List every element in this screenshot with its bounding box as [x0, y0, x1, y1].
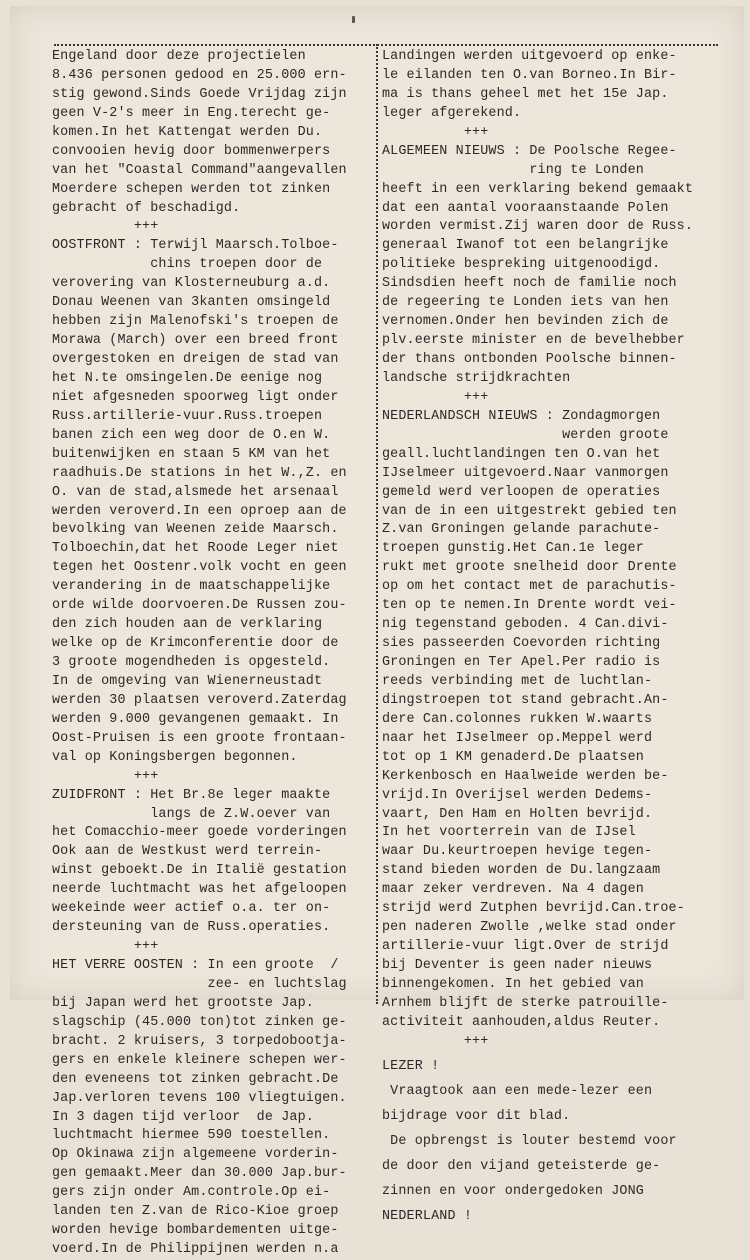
left-column-line: werden veroverd.In een oproep aan de [52, 503, 347, 519]
left-column-line: Op Okinawa zijn algemeene vorderin- [52, 1147, 339, 1163]
left-column-line: overgestoken en dreigen de stad van [52, 352, 339, 367]
right-column-line: Landingen werden uitgevoerd op enke- [382, 49, 677, 64]
right-column-line: In het voorterrein van de IJsel [382, 825, 636, 841]
right-column-line: dingstroepen tot stand gebracht.An- [382, 692, 669, 708]
left-column-line: In 3 dagen tijd verloor de Jap. [52, 1109, 314, 1125]
left-column-line: Tolboechin,dat het Roode Leger niet [52, 541, 339, 557]
right-column-line: NEDERLANDSCH NIEUWS : Zondagmorgen [382, 408, 661, 424]
right-column-line: dere Can.colonnes rukken W.waarts [382, 711, 653, 727]
left-column-line: bij Japan werd het grootste Jap. [52, 995, 314, 1011]
right-column-line: waar Du.keurtroepen hevige tegen- [382, 844, 653, 860]
right-column-line: zinnen en voor ondergedoken JONG [382, 1183, 644, 1199]
left-column-line: chins troepen door de [52, 257, 323, 273]
right-column-line: gemeld werd verloopen de operaties [382, 484, 661, 500]
column-divider [376, 44, 378, 1004]
right-column-line: leger afgerekend. [382, 105, 522, 121]
left-column-line: +++ [52, 219, 159, 235]
left-column-line: OOSTFRONT : Terwijl Maarsch.Tolboe- [52, 238, 339, 254]
left-column [52, 48, 374, 1260]
left-column-line: orde wilde doorvoeren.De Russen zou- [52, 598, 347, 614]
right-column-line: der thans ontbonden Poolsche binnen- [382, 352, 677, 367]
right-column-line: op om het contact met de parachutis- [382, 579, 677, 595]
left-column-line: bevolking van Weenen zeide Maarsch. [52, 522, 339, 538]
left-column-line: convooien hevig door bommenwerpers [52, 143, 331, 159]
left-column-line: werden 30 plaatsen veroverd.Zaterdag [52, 692, 347, 708]
right-column-line: De opbrengst is louter bestemd voor [382, 1133, 677, 1149]
right-column-line: Z.van Groningen gelande parachute- [382, 522, 661, 538]
right-column-line: werden groote [382, 427, 669, 443]
right-column-line: NEDERLAND ! [382, 1208, 473, 1224]
right-column-line: artillerie-vuur ligt.Over de strijd [382, 939, 669, 955]
right-column-line: politieke bespreking uitgenoodigd. [382, 257, 661, 273]
left-column-line: stig gewond.Sinds Goede Vrijdag zijn [52, 86, 347, 102]
left-column-line: gers en enkele kleinere schepen wer- [52, 1052, 347, 1068]
left-column-line: Engeland door deze projectielen [52, 49, 306, 64]
left-column-line: luchtmacht hiermee 590 toestellen. [52, 1128, 331, 1144]
right-column-line: ma is thans geheel met het 15e Jap. [382, 86, 669, 102]
right-column-line: ring te Londen [382, 162, 644, 178]
right-column-line: Sindsdien heeft noch de familie noch [382, 276, 677, 292]
left-column-line: weekeinde weer actief o.a. ter on- [52, 901, 331, 917]
right-column-line: sies passeerden Coevorden richting [382, 636, 661, 652]
page-mark [352, 16, 355, 23]
right-column-line: de regeering te Londen iets van hen [382, 295, 669, 311]
right-column-line: maar zeker verdreven. Na 4 dagen [382, 882, 644, 898]
left-column-line: dersteuning van de Russ.operaties. [52, 920, 331, 936]
right-column-line: strijd werd Zutphen bevrijd.Can.troe- [382, 901, 685, 917]
left-column-line: geen V-2's meer in Eng.terecht ge- [52, 105, 331, 121]
right-column-line: van de in een uitgestrekt gebied ten [382, 503, 677, 519]
left-column-line: Morawa (March) over een breed front [52, 333, 339, 349]
right-column-line: vrijd.In Overijsel werden Dedems- [382, 787, 653, 803]
right-column-line: binnengekomen. In het gebied van [382, 976, 644, 992]
left-column-line: ZUIDFRONT : Het Br.8e leger maakte [52, 787, 331, 803]
left-column-line: banen zich een weg door de O.en W. [52, 427, 331, 443]
left-column-line: welke op de Krimconferentie door de [52, 636, 339, 652]
left-column-line: verandering in de maatschappelijke [52, 579, 331, 595]
left-column-line: komen.In het Kattengat werden Du. [52, 124, 323, 140]
left-column-line: werden 9.000 gevangenen gemaakt. In [52, 711, 339, 727]
left-column-line: den zich houden aan de verklaring [52, 617, 323, 633]
left-column-line: voerd.In de Philippijnen werden n.a [52, 1242, 339, 1258]
left-column-line: raadhuis.De stations in het W.,Z. en [52, 465, 347, 481]
right-column-line: generaal Iwanof tot een belangrijke [382, 238, 669, 254]
left-column-line: Jap.verloren tevens 100 vliegtuigen. [52, 1090, 347, 1106]
left-column-line: +++ [52, 768, 159, 784]
right-column-line: Arnhem blijft de sterke patrouille- [382, 995, 669, 1011]
right-column-line: nig tegenstand geboden. 4 Can.divi- [382, 617, 669, 633]
right-column-line: plv.eerste minister en de bevelhebber [382, 333, 685, 349]
left-column-line: HET VERRE OOSTEN : In een groote / [52, 958, 339, 973]
left-column-line: 8.436 personen gedood en 25.000 ern- [52, 67, 347, 83]
right-column-line: heeft in een verklaring bekend gemaakt [382, 181, 694, 197]
left-column-line: +++ [52, 939, 159, 955]
right-column [382, 48, 712, 1233]
right-column-line: dat een aantal vooraanstaande Polen [382, 200, 669, 216]
left-column-line: val op Koningsbergen begonnen. [52, 749, 298, 765]
left-column-line: gen gemaakt.Meer dan 30.000 Jap.bur- [52, 1166, 347, 1182]
right-column-line: reeds verbinding met de luchtlan- [382, 673, 653, 689]
right-column-line: LEZER ! [382, 1058, 440, 1074]
left-column-line: het Comacchio-meer goede vorderingen [52, 825, 347, 841]
left-column-line: 3 groote mogendheden is opgesteld. [52, 655, 331, 670]
right-column-line: landsche strijdkrachten [382, 370, 571, 386]
right-column-line: de door den vijand geteisterde ge- [382, 1158, 661, 1174]
right-column-line: geall.luchtlandingen ten O.van het [382, 446, 661, 462]
left-column-line: buitenwijken en staan 5 KM van het [52, 446, 331, 462]
right-column-line: tot op 1 KM genaderd.De plaatsen [382, 749, 644, 765]
left-column-line: winst geboekt.De in Italië gestation [52, 863, 347, 879]
right-column-line: Groningen en Ter Apel.Per radio is [382, 655, 661, 670]
left-column-line: Russ.artillerie-vuur.Russ.troepen [52, 408, 323, 424]
left-column-line: Donau Weenen van 3kanten omsingeld [52, 295, 331, 311]
right-column-line: rukt met groote snelheid door Drente [382, 560, 677, 576]
right-column-line: stand bieden worden de Du.langzaam [382, 863, 661, 879]
right-column-line: bij Deventer is geen nader nieuws [382, 958, 653, 973]
left-column-line: zee- en luchtslag [52, 976, 347, 992]
newspaper-page [10, 6, 744, 1258]
right-column-line: activiteit aanhouden,aldus Reuter. [382, 1014, 661, 1030]
top-dotted-rule [54, 44, 718, 46]
left-column-line: In de omgeving van Wienerneustadt [52, 673, 323, 689]
left-column-line: hebben zijn Malenofski's troepen de [52, 314, 339, 330]
left-column-line: landen ten Z.van de Rico-Kioe groep [52, 1204, 339, 1220]
right-column-line: +++ [382, 124, 489, 140]
left-column-line: verovering van Klosterneuburg a.d. [52, 276, 331, 292]
right-column-line: ALGEMEEN NIEUWS : De Poolsche Regee- [382, 143, 677, 159]
left-column-line: tegen het Oostenr.volk vocht en geen [52, 560, 347, 576]
left-column-line: van het "Coastal Command"aangevallen [52, 162, 347, 178]
right-column-line: le eilanden ten O.van Borneo.In Bir- [382, 67, 677, 83]
right-column-line: vaart, Den Ham en Holten bevrijd. [382, 806, 653, 822]
left-column-line: gers zijn onder Am.controle.Op ei- [52, 1185, 331, 1201]
left-column-line: worden hevige bombardementen uitge- [52, 1223, 339, 1239]
right-column-line: bijdrage voor dit blad. [382, 1108, 571, 1124]
right-column-line: +++ [382, 389, 489, 405]
left-column-line: slagschip (45.000 ton)tot zinken ge- [52, 1014, 347, 1030]
right-column-line: troepen gunstig.Het Can.1e leger [382, 541, 644, 557]
right-column-line: naar het IJselmeer op.Meppel werd [382, 730, 653, 746]
left-column-line: bracht. 2 kruisers, 3 torpedobootja- [52, 1033, 347, 1049]
left-column-line: het N.te omsingelen.De eenige nog [52, 370, 323, 386]
left-column-line: Ook aan de Westkust werd terrein- [52, 844, 323, 860]
right-column-line: Kerkenbosch en Haalweide werden be- [382, 768, 669, 784]
right-column-line: +++ [382, 1033, 489, 1049]
right-column-line: ten op te nemen.In Drente wordt vei- [382, 598, 677, 614]
left-column-line: Moerdere schepen werden tot zinken [52, 181, 331, 197]
right-column-line: IJselmeer uitgevoerd.Naar vanmorgen [382, 465, 669, 481]
left-column-line: Oost-Pruisen is een groote frontaan- [52, 730, 347, 746]
left-column-line: niet afgesneden spoorweg ligt onder [52, 389, 339, 405]
left-column-line: O. van de stad,alsmede het arsenaal [52, 484, 339, 500]
left-column-line: neerde luchtmacht was het afgeloopen [52, 882, 347, 898]
right-column-line: pen naderen Zwolle ,welke stad onder [382, 920, 677, 936]
right-column-line: vernomen.Onder hen bevinden zich de [382, 314, 669, 330]
right-column-line: Vraagtook aan een mede-lezer een [382, 1083, 653, 1099]
left-column-line: langs de Z.W.oever van [52, 806, 331, 822]
right-column-line: worden vermist.Zij waren door de Russ. [382, 219, 694, 235]
left-column-line: gebracht of beschadigd. [52, 200, 241, 216]
left-column-line: den eveneens tot zinken gebracht.De [52, 1071, 339, 1087]
